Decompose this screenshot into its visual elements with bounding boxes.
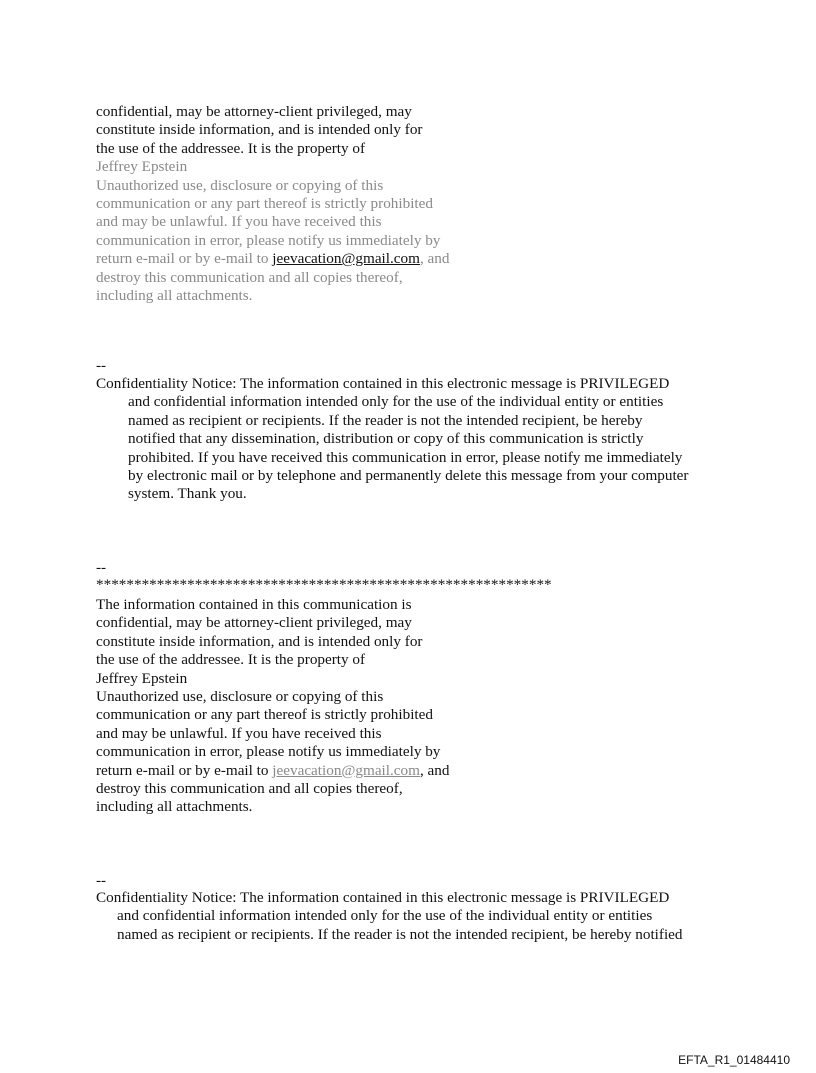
text-line: the use of the addressee. It is the property of bbox=[96, 139, 366, 157]
confidentiality-notice bbox=[96, 889, 683, 944]
text-line: confidential, may be attorney-client privileged, may bbox=[96, 614, 412, 632]
notice-line: and confidential information intended only for the use of the individual entity or entities bbox=[128, 393, 664, 411]
text-line: destroy this communication and all copies thereof, bbox=[96, 268, 403, 286]
notice-line: Confidentiality Notice: The information contained in this electronic message is PRIVILEGED bbox=[96, 889, 670, 906]
text-line: communication or any part thereof is strictly prohibited bbox=[96, 195, 433, 213]
email-suffix: , and bbox=[419, 761, 450, 779]
separator: -- bbox=[96, 357, 107, 374]
notice-line: named as recipient or recipients. If the reader is not the intended recipient, be hereby notified bbox=[117, 925, 683, 943]
text-line: Unauthorized use, disclosure or copying of this bbox=[96, 176, 384, 194]
bottom-signature-block bbox=[96, 596, 449, 817]
text-line: The information contained in this communication is bbox=[96, 596, 412, 613]
text-line: the use of the addressee. It is the property of bbox=[96, 651, 366, 669]
notice-line: notified that any dissemination, distribution or copy of this communication is strictly bbox=[128, 430, 644, 448]
separator: -- bbox=[96, 872, 107, 889]
text-line: constitute inside information, and is intended only for bbox=[96, 632, 423, 650]
notice-line: Confidentiality Notice: The information contained in this electronic message is PRIVILEGED bbox=[96, 375, 670, 392]
notice-line: named as recipient or recipients. If the reader is not the intended recipient, be hereby bbox=[128, 411, 643, 429]
email-line bbox=[96, 762, 449, 780]
text-line: including all attachments. bbox=[96, 287, 253, 305]
text-line: destroy this communication and all copies thereof, bbox=[96, 780, 403, 798]
email-line bbox=[96, 250, 449, 268]
document-id: EFTA_R1_01484410 bbox=[678, 1053, 790, 1067]
email-prefix: return e-mail or by e-mail to bbox=[96, 761, 273, 779]
notice-line: prohibited. If you have received this communication in error, please notify me immediately bbox=[128, 448, 683, 466]
confidentiality-notice bbox=[96, 375, 688, 504]
email-link[interactable]: jeevacation@gmail.com bbox=[272, 761, 420, 779]
text-line: Jeffrey Epstein bbox=[96, 158, 188, 176]
text-line: communication in error, please notify us immediately by bbox=[96, 743, 441, 761]
email-prefix: return e-mail or by e-mail to bbox=[96, 250, 273, 268]
text-line: and may be unlawful. If you have received this bbox=[96, 724, 382, 742]
separator: -- bbox=[96, 559, 107, 576]
notice-line: and confidential information intended only for the use of the individual entity or entities bbox=[117, 907, 653, 925]
text-line: communication or any part thereof is strictly prohibited bbox=[96, 706, 433, 724]
text-line: confidential, may be attorney-client privileged, may bbox=[96, 103, 412, 120]
notice-line: by electronic mail or by telephone and permanently delete this message from your computer bbox=[128, 467, 689, 485]
email-suffix: , and bbox=[419, 250, 450, 268]
text-line: Unauthorized use, disclosure or copying of this bbox=[96, 688, 384, 706]
email-link[interactable]: jeevacation@gmail.com bbox=[272, 250, 420, 268]
text-line: Jeffrey Epstein bbox=[96, 669, 188, 687]
text-line: communication in error, please notify us immediately by bbox=[96, 231, 441, 249]
text-line: including all attachments. bbox=[96, 798, 253, 816]
star-divider: ************************************************************ bbox=[96, 576, 552, 593]
text-line: and may be unlawful. If you have received this bbox=[96, 213, 382, 231]
top-signature-block bbox=[96, 103, 449, 305]
text-line: constitute inside information, and is intended only for bbox=[96, 121, 423, 139]
notice-line: system. Thank you. bbox=[128, 485, 247, 503]
